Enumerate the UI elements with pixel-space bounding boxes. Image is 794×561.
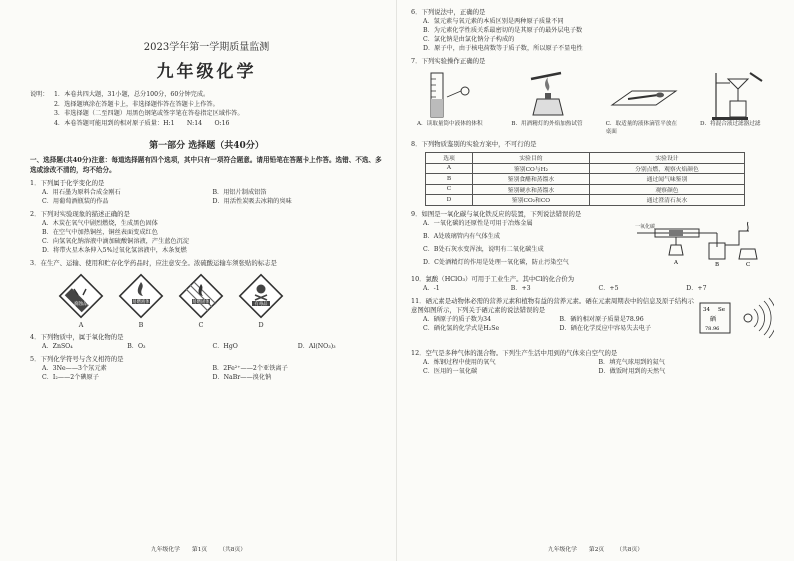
svg-text:Se: Se	[718, 306, 726, 313]
option: C．用葡萄酒瓶装的作品	[42, 198, 109, 205]
question-4-stem: 4．下列物质中，属于氧化物的是	[30, 333, 124, 341]
option: D．C处酒精灯的作用是处理一氧化碳，防止污染空气	[423, 258, 569, 266]
toxic-sign-icon	[236, 271, 286, 321]
svg-text:A: A	[674, 259, 678, 266]
option: C．I₂——2个碘原子	[42, 374, 99, 381]
option: D．硒在化学反应中容易失去电子	[559, 324, 652, 332]
filtration-setup-icon	[700, 69, 774, 121]
option: B．+3	[510, 284, 531, 292]
note-row: 2．选择题填涂在答题卡上，非选择题作答在答题卡上作答。	[54, 100, 219, 108]
option: A．ZnSO₄	[42, 343, 73, 350]
flammable-liquid-sign-icon	[116, 271, 166, 321]
table-row: B 鉴别食醋和蒸馏水 通过闻气味鉴别	[426, 174, 745, 185]
option: C．医用的一氧化碳	[423, 367, 478, 375]
option: D．原子中，由于核电荷数等于质子数，所以原子不显电性	[423, 45, 583, 52]
svg-text:C: C	[746, 261, 751, 267]
svg-text:有毒品: 有毒品	[254, 302, 268, 307]
option: A．一氧化碳的还原性是可用于冶炼金属	[423, 219, 533, 227]
question-2-options	[30, 219, 383, 255]
question-4-options	[30, 342, 383, 351]
question-11	[411, 293, 774, 345]
question-5-options	[30, 364, 383, 382]
reduction-apparatus-icon	[633, 219, 763, 267]
option-letter: B	[138, 321, 144, 329]
svg-text:一氧化碳: 一氧化碳	[635, 223, 656, 230]
option: A．-1	[423, 284, 440, 292]
option: C．B处石灰水变浑浊，说明有二氧化碳生成	[423, 245, 544, 253]
apparatus-b: B．用酒精灯的外焰加热试管	[511, 69, 585, 136]
option: A．氢元素与氧元素的本质区别是两种原子质量不同	[423, 18, 564, 25]
question-10-stem: 10．氯酸（HClO₃）可用于工业生产。其中Cl的化合价为	[411, 274, 575, 283]
svg-text:34: 34	[703, 306, 710, 313]
option: A．炼钢过程中使用的氧气	[423, 358, 496, 366]
question-9-body	[411, 219, 774, 271]
note-row: 3．非选择题（二至四题）用黑色钢笔或签字笔在答卷指定区域作答。	[54, 110, 244, 117]
svg-text:易燃固体: 易燃固体	[192, 300, 210, 305]
option: B．A处玻璃管内有气体生成	[423, 232, 501, 240]
experiment-table	[425, 152, 745, 206]
table-header-row: 选项 实验目的 实验设计	[426, 153, 745, 164]
apparatus-d: D．将混合液过滤器过滤	[700, 69, 774, 136]
table-row: C 鉴别硬水和蒸馏水 观察颜色	[426, 184, 745, 195]
option: C．+5	[598, 284, 619, 292]
question-3-stem: 3．在生产、运输、使用和贮存化学药品时，应注意安全。浓硫酸运输车须张贴的标志是	[30, 259, 277, 267]
svg-text:腐蚀品: 腐蚀品	[74, 302, 88, 307]
option: C．HgO	[212, 343, 238, 350]
svg-text:硒: 硒	[710, 315, 717, 323]
note-row: 4．本卷答题可能用到的相对原子质量：H:1 N:14 O:16	[54, 119, 230, 127]
section-instructions: 一、选择题(共40分)注意：每道选择题有四个选项，其中只有一项符合题意。请用铅笔在答题卡上作答。选错、不选、多选或涂改不清的，均不给分。	[30, 156, 382, 174]
option: D．将带火星木条伸入5%过氧化氢溶液中，木条复燃	[42, 247, 187, 254]
svg-text:78.96: 78.96	[705, 325, 720, 332]
hazard-sign-letters	[30, 321, 383, 329]
page-footer: 九年级化学 第2页 （共8页）	[547, 547, 644, 553]
dropper-on-table-icon	[606, 69, 680, 121]
option: B．为元素化学性质关系最密切的是其原子的最外层电子数	[423, 27, 583, 34]
exam-term-title: 2023学年第一学期质量监测	[143, 42, 270, 53]
svg-text:B: B	[715, 261, 720, 267]
question-7-stem: 7．下列实验操作正确的是	[411, 57, 486, 65]
table-row: A 鉴别CO与H₂ 分别点燃，观察火焰颜色	[426, 163, 745, 174]
option: A．用石墨为原料合成金刚石	[42, 189, 121, 196]
option: B．填充气球用到的氦气	[598, 358, 665, 366]
option: C．硒化氢的化学式是H₂Se	[423, 324, 500, 332]
option-letter: A	[78, 321, 84, 329]
selenium-element-figure	[696, 293, 774, 345]
option: B．硒的相对原子质量是78.96	[559, 315, 644, 323]
table-row: D 鉴别CO₂和CO 通过澄清石灰水	[426, 195, 745, 206]
co-reduction-apparatus	[633, 219, 763, 271]
option: B．用铝片制成铝箔	[212, 189, 267, 196]
corrosive-sign-icon	[56, 271, 106, 321]
question-10-options	[411, 284, 774, 293]
option: C．氯化钠是由氯化钠分子构成的	[423, 36, 515, 43]
option: D．Al(NO₃)₃	[297, 343, 336, 350]
option-letter: C	[198, 321, 204, 329]
alcohol-lamp-icon	[511, 69, 585, 121]
svg-text:易燃液体: 易燃液体	[132, 300, 150, 305]
question-9-options	[411, 219, 633, 271]
option: D．NaBr——溴化钠	[212, 374, 272, 381]
question-7-figures	[411, 69, 774, 136]
question-5-stem: 5．下列化学符号与含义相符的是	[30, 355, 124, 363]
hazard-signs	[30, 271, 383, 321]
option: A．硒原子的质子数为34	[423, 315, 492, 323]
question-9-stem: 9．如图是一氧化碳与氧化铁反应的装置，下列说法错误的是	[411, 209, 582, 218]
option: B．O₃	[127, 343, 146, 350]
option: D．用活性炭吸去冰箱的臭味	[212, 198, 292, 205]
apparatus-c: C．取适量的液体滴管平放在桌面	[606, 69, 680, 136]
question-12-stem: 12．空气是多种气体的混合物。下列生产生活中用到的气体来自空气的是	[411, 348, 618, 357]
right-page	[397, 0, 794, 561]
option: D．+7	[686, 284, 707, 292]
subject-title: 九年级化学	[156, 62, 257, 82]
question-12-options	[411, 358, 774, 376]
question-1-stem: 1．下列属于化学变化的是	[30, 179, 105, 187]
question-6-options	[411, 17, 774, 53]
question-2-stem: 2．下列对实验现象的描述正确的是	[30, 210, 130, 218]
flammable-solid-sign-icon	[176, 271, 226, 321]
graduated-cylinder-icon	[417, 69, 491, 121]
question-11-options	[411, 315, 696, 333]
option: A．3Ne——3个氖元素	[42, 365, 107, 372]
section-title: 第一部分 选择题（共40分）	[149, 141, 264, 151]
apparatus-a: A．读取量筒中液体的体积	[417, 69, 491, 136]
page-footer: 九年级化学 第1页 （共8页）	[150, 547, 247, 553]
option: D．做饭时用到的天然气	[598, 367, 666, 375]
option-letter: D	[258, 321, 264, 329]
question-1-options	[30, 188, 383, 206]
option: A．木炭在氧气中剧烈燃烧，生成黑色固体	[42, 220, 158, 227]
option: B．在空气中加热铜丝，铜丝表面变成红色	[42, 229, 158, 236]
option: C．向氢氧化钠溶液中滴加硫酸铜溶液，产生蓝色沉淀	[42, 238, 190, 245]
note-row: 说明： 1．本卷共四大题，31小题，总分100分，60分钟完成。	[30, 91, 210, 98]
question-6-stem: 6．下列说法中，正确的是	[411, 8, 486, 16]
exam-notes	[30, 90, 383, 128]
option: B．2Fe²⁺——2个亚铁离子	[212, 365, 288, 372]
question-11-stem: 11．硒元素是动物体必需的营养元素和植物有益的营养元素。硒在元素周期表中的信息及原子结构示意图如图所示，下列关于硒元素的说法错误的是	[411, 296, 694, 314]
question-8-stem: 8．下列物质鉴别的实验方案中，不可行的是	[411, 140, 537, 148]
periodic-cell-icon	[696, 293, 774, 341]
